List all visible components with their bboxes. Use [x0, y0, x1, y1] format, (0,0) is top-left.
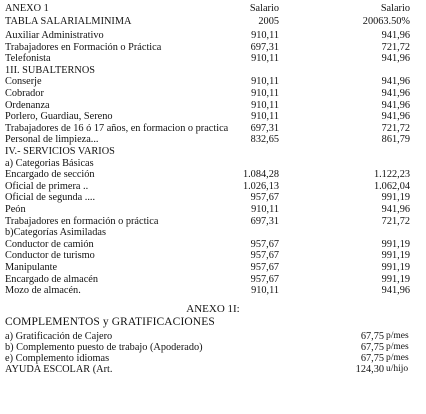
salary-2006: 721,72: [381, 41, 410, 53]
complemento-unit: p/mes: [386, 353, 409, 363]
complemento-value: 124,30: [355, 364, 384, 375]
row-label: Trabajadores de 16 ó 17 años, en formacion o practica: [5, 122, 229, 134]
row-label: Conductor de turismo: [5, 250, 95, 262]
salary-2006: 1.122,23: [373, 169, 410, 181]
salary-2005: 957,67: [250, 192, 279, 204]
table-row: [0, 43, 426, 55]
salary-2006: 941,96: [381, 88, 410, 99]
salary-2005: 910,11: [251, 30, 279, 41]
col1-header: Salario: [249, 3, 279, 14]
complemento-label: a) Gratificación de Cajero: [5, 331, 113, 342]
salary-2005: 832,65: [250, 134, 279, 146]
row-label: Telefonista: [5, 53, 51, 65]
row-label: Trabajadores en formación o práctica: [5, 215, 159, 227]
row-label: Encargado de sección: [5, 169, 95, 181]
complemento-unit: p/mes: [386, 331, 409, 341]
complemento-value: 67,75: [360, 342, 384, 353]
salary-2006: 941,96: [381, 285, 410, 297]
table-title: TABLA SALARIALMINIMA: [5, 16, 132, 27]
year2: 20063.50%: [362, 16, 410, 27]
complemento-row: [0, 365, 426, 377]
salary-2005: 697,31: [250, 122, 279, 134]
salary-2005: 957,67: [250, 238, 279, 250]
complemento-label: AYUDA ESCOLAR (Art.: [5, 364, 113, 375]
salary-2005: 957,67: [250, 250, 279, 262]
salary-2005: 697,31: [250, 41, 279, 53]
row-label: IV.- SERVICIOS VARIOS: [5, 146, 115, 157]
salary-2005: 1.084,28: [242, 169, 279, 181]
row-label: Mozo de almacén.: [5, 285, 81, 297]
header-row-2: [0, 17, 426, 29]
complemento-label: e) Complemento idiomas: [5, 353, 110, 364]
salary-2005: 910,11: [251, 285, 279, 297]
salary-2006: 941,96: [381, 99, 410, 111]
table-row: [0, 66, 426, 78]
table-row: [0, 286, 426, 298]
salary-2005: 957,67: [250, 273, 279, 285]
row-label: Conductor de camión: [5, 238, 94, 250]
row-label: Porlero, Guardiau, Sereno: [5, 111, 113, 123]
salary-2006: 991,19: [381, 273, 410, 285]
salary-2006: 861,79: [381, 134, 410, 146]
complementos-heading: COMPLEMENTOS y GRATIFICACIONES: [5, 316, 215, 328]
salary-2005: 957,67: [250, 262, 279, 273]
row-label: Oficial de segunda ....: [5, 192, 96, 204]
header-row-1: [0, 4, 426, 16]
salary-2006: 941,96: [381, 53, 410, 65]
salary-2006: 721,72: [381, 122, 410, 134]
salary-2006: 991,19: [381, 250, 410, 262]
row-label: Cobrador: [5, 88, 44, 99]
salary-2005: 910,11: [251, 111, 279, 123]
year1: 2005: [258, 16, 279, 27]
row-label: Conserje: [5, 76, 42, 88]
row-label: Personal de limpieza...: [5, 134, 99, 146]
complementos-heading-row: [0, 317, 426, 329]
complemento-value: 67,75: [360, 353, 384, 364]
row-label: 1II. SUBALTERNOS: [5, 64, 96, 76]
salary-2005: 910,11: [251, 204, 279, 215]
salary-2006: 941,96: [381, 76, 410, 88]
salary-2006: 991,19: [381, 192, 410, 204]
row-label: Peón: [5, 204, 26, 215]
salary-2005: 910,11: [251, 53, 279, 65]
salary-2005: 910,11: [251, 99, 279, 111]
row-label: Encargado de almacén: [5, 273, 99, 285]
salary-2006: 721,72: [381, 215, 410, 227]
row-label: a) Categorias Básicas: [5, 157, 94, 169]
row-label: Trabajadores en Formación o Práctica: [5, 41, 162, 53]
row-label: Manipulante: [5, 262, 58, 273]
complemento-unit: u/hijo: [386, 364, 409, 374]
table-row: [0, 77, 426, 89]
salary-2006: 1.062,04: [373, 180, 410, 192]
salary-2006: 991,19: [381, 238, 410, 250]
row-label: Auxiliar Administrativo: [5, 30, 104, 41]
row-label: Oficial de primera ..: [5, 180, 89, 192]
salary-2005: 697,31: [250, 215, 279, 227]
anexo-label: ANEXO 1: [5, 3, 49, 14]
table-row: [0, 251, 426, 263]
salary-2005: 910,11: [251, 88, 279, 99]
salary-2006: 941,96: [381, 111, 410, 123]
complemento-label: b) Complemento puesto de trabajo (Apoderado): [5, 342, 203, 353]
salary-2006: 941,96: [381, 204, 410, 215]
salary-2005: 910,11: [251, 76, 279, 88]
anexo2-title: ANEXO 1I:: [186, 303, 240, 315]
salary-2005: 1.026,13: [242, 180, 279, 192]
salary-2006: 991,19: [381, 262, 410, 273]
salary-2006: 941,96: [381, 30, 410, 41]
table-row: [0, 89, 426, 101]
complemento-value: 67,75: [360, 331, 384, 342]
row-label: b)Categorías Asimiladas: [5, 227, 106, 239]
table-row: [0, 193, 426, 205]
col2-header: Salario: [380, 3, 410, 14]
row-label: Ordenanza: [5, 99, 50, 111]
complemento-unit: p/mes: [386, 342, 409, 352]
